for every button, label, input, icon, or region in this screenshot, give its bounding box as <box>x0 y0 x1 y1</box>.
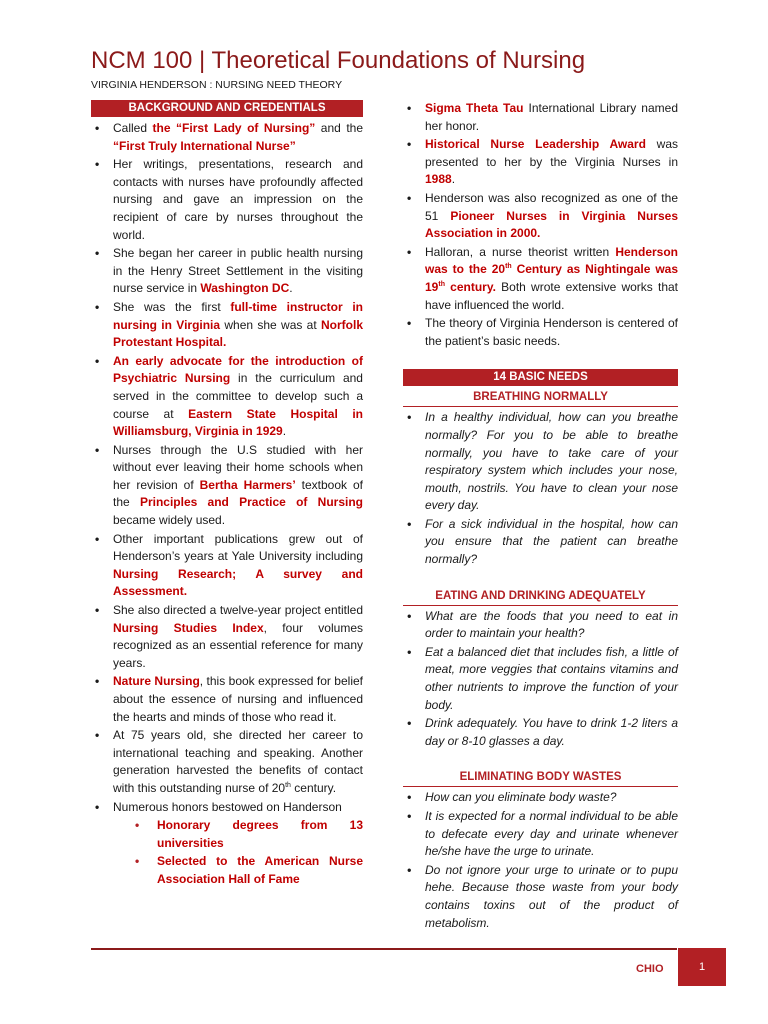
list-item: • Her writings, presentations, research and contacts with nurses have profoundly affected nursing and gave an impression on the recipient of care by nurses throughout the world. <box>91 156 363 244</box>
list-item: • Drink adequately. You have to drink 1-2 liters a day or 8-10 glasses a day. <box>403 715 678 750</box>
background-list <box>91 120 363 889</box>
section-header-basic-needs: 14 BASIC NEEDS <box>403 369 678 386</box>
document-subtitle: VIRGINIA HENDERSON : NURSING NEED THEORY <box>91 79 343 91</box>
list-item: • What are the foods that you need to eat in order to maintain your health? <box>403 608 678 643</box>
list-item: • For a sick individual in the hospital, how can you ensure that the patient can breathe normally? <box>403 516 678 569</box>
breathing-list <box>403 409 678 568</box>
list-item: • Called the “First Lady of Nursing” and the “First Truly International Nurse” <box>91 120 363 155</box>
honor-sub-item: • Selected to the American Nurse Association Hall of Fame <box>91 853 363 888</box>
page-number: 1 <box>678 948 726 986</box>
list-item: • In a healthy individual, how can you breathe normally? For you to be able to breathe normally, you have to take care of your respiratory system which includes your nose, mouth, nostrils. You have to clean your nose every day. <box>403 409 678 515</box>
list-item: • It is expected for a normal individual to be able to defecate every day and urinate whenever he/she have the urge to urinate. <box>403 808 678 861</box>
list-item: • She also directed a twelve-year project entitled Nursing Studies Index, four volumes recognized as an essential reference for many years. <box>91 602 363 672</box>
list-item: • An early advocate for the introduction of Psychiatric Nursing in the curriculum and served in the committee to develop such a course at Eastern State Hospital in Williamsburg, Virginia in 1929. <box>91 353 363 441</box>
list-item: • Numerous honors bestowed on Handerson <box>91 799 363 817</box>
section-header-background: BACKGROUND AND CREDENTIALS <box>91 100 363 117</box>
list-item: • Other important publications grew out of Henderson’s years at Yale University including Nursing Research; A survey and Assessment. <box>91 531 363 601</box>
right-column <box>403 100 678 933</box>
footer-author: CHIO <box>636 963 664 975</box>
subheader-breathing: BREATHING NORMALLY <box>403 389 678 407</box>
list-item: • Nurses through the U.S studied with her without ever leaving their home schools when her revision of Bertha Harmers’ textbook of the Principles and Practice of Nursing became widely used. <box>91 442 363 530</box>
footer-divider <box>91 948 677 950</box>
honors-list <box>403 100 678 350</box>
list-item: • Sigma Theta Tau International Library named her honor. <box>403 100 678 135</box>
eliminating-list <box>403 789 678 932</box>
list-item: • At 75 years old, she directed her career to international teaching and speaking. Another generation harvested the benefits of contact with this outstanding nurse of 20th century. <box>91 727 363 797</box>
list-item: • Henderson was also recognized as one of the 51 Pioneer Nurses in Virginia Nurses Association in 2000. <box>403 190 678 243</box>
list-item: • Eat a balanced diet that includes fish, a little of meat, more veggies that contains vitamins and other nutrients to improve the function of your body. <box>403 644 678 714</box>
list-item: • How can you eliminate body waste? <box>403 789 678 807</box>
list-item: • Do not ignore your urge to urinate or to pupu hehe. Because those waste from your body contains toxins out of the product of metabolism. <box>403 862 678 932</box>
list-item: • Halloran, a nurse theorist written Henderson was to the 20th Century as Nightingale was 19th century. Both wrote extensive works that have influenced the world. <box>403 244 678 314</box>
honor-sub-item: • Honorary degrees from 13 universities <box>91 817 363 852</box>
eating-list <box>403 608 678 751</box>
subheader-eating: EATING AND DRINKING ADEQUATELY <box>403 588 678 606</box>
list-item: • She began her career in public health nursing in the Henry Street Settlement in the visiting nurse service in Washington DC. <box>91 245 363 298</box>
list-item: • She was the first full-time instructor in nursing in Virginia when she was at Norfolk Protestant Hospital. <box>91 299 363 352</box>
subheader-eliminating: ELIMINATING BODY WASTES <box>403 769 678 787</box>
list-item: • The theory of Virginia Henderson is centered of the patient’s basic needs. <box>403 315 678 350</box>
list-item: • Historical Nurse Leadership Award was presented to her by the Virginia Nurses in 1988. <box>403 136 678 189</box>
document-title: NCM 100 | Theoretical Foundations of Nursing <box>91 47 586 74</box>
left-column <box>91 100 363 890</box>
list-item: • Nature Nursing, this book expressed for belief about the essence of nursing and influenced the hearts and minds of those who read it. <box>91 673 363 726</box>
